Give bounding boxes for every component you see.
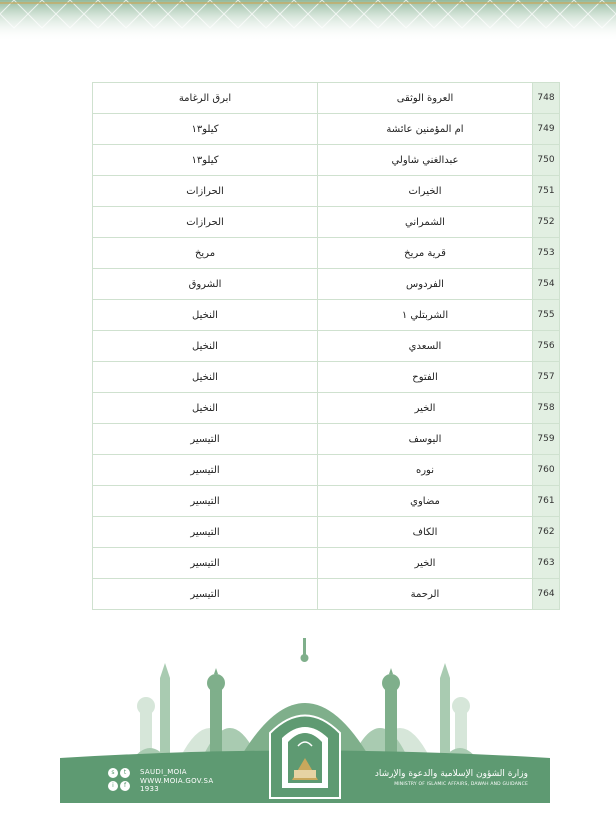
district-cell: ابرق الرغامة [93, 83, 318, 114]
table-row [93, 331, 560, 362]
district-cell: التيسير [93, 517, 318, 548]
contact-info [108, 768, 248, 794]
district-cell: مريخ [93, 238, 318, 269]
row-number-cell: 751 [533, 176, 560, 207]
table-row [93, 486, 560, 517]
table-row [93, 300, 560, 331]
table-row [93, 579, 560, 610]
ministry-name-arabic: وزارة الشؤون الإسلامية والدعوة والإرشاد [374, 769, 528, 779]
district-cell: الحرازات [93, 207, 318, 238]
ministry-name [358, 768, 528, 794]
table-row [93, 83, 560, 114]
district-cell: النخيل [93, 331, 318, 362]
mosque-name-cell: الخير [318, 548, 533, 579]
mosque-name-cell: الشربتلي ١ [318, 300, 533, 331]
social-handle: SAUDI_MOIA [140, 768, 187, 776]
mosques-table [92, 82, 560, 608]
district-cell: الحرازات [93, 176, 318, 207]
row-number-cell: 758 [533, 393, 560, 424]
district-cell: كيلو١٣ [93, 114, 318, 145]
website-link[interactable]: WWW.MOIA.GOV.SA [140, 776, 214, 785]
table-row [93, 424, 560, 455]
row-number-cell: 752 [533, 207, 560, 238]
top-decorative-band [0, 0, 616, 42]
mosque-name-cell: الكاف [318, 517, 533, 548]
row-number-cell: 750 [533, 145, 560, 176]
row-number-cell: 756 [533, 331, 560, 362]
table-row [93, 269, 560, 300]
mosque-name-cell: الخيرات [318, 176, 533, 207]
ministry-name-english: MINISTRY OF ISLAMIC AFFAIRS, DAWAH AND GUIDANCE [394, 782, 528, 787]
facebook-icon[interactable]: f [120, 781, 130, 791]
islamic-pattern-border [0, 0, 616, 42]
table-row [93, 238, 560, 269]
row-number-cell: 761 [533, 486, 560, 517]
district-cell: النخيل [93, 300, 318, 331]
mosque-name-cell: الفتوح [318, 362, 533, 393]
row-number-cell: 753 [533, 238, 560, 269]
mosque-name-cell: مضاوي [318, 486, 533, 517]
table-row [93, 176, 560, 207]
mosque-name-cell: السعدي [318, 331, 533, 362]
mosque-name-cell: الرحمة [318, 579, 533, 610]
district-cell: النخيل [93, 393, 318, 424]
district-cell: التيسير [93, 548, 318, 579]
table-row [93, 393, 560, 424]
district-cell: الشروق [93, 269, 318, 300]
mosque-name-cell: نوره [318, 455, 533, 486]
contact-text [140, 768, 213, 794]
row-number-cell: 749 [533, 114, 560, 145]
instagram-icon[interactable]: i [108, 781, 118, 791]
row-number-cell: 748 [533, 83, 560, 114]
row-number-cell: 757 [533, 362, 560, 393]
table-row [93, 455, 560, 486]
table-body [93, 83, 560, 610]
mosque-name-cell: ام المؤمنين عائشة [318, 114, 533, 145]
snapchat-icon[interactable]: s [108, 768, 118, 778]
twitter-icon[interactable]: t [120, 768, 130, 778]
row-number-cell: 760 [533, 455, 560, 486]
table-row [93, 548, 560, 579]
table-row [93, 145, 560, 176]
row-number-cell: 754 [533, 269, 560, 300]
district-cell: التيسير [93, 424, 318, 455]
phone-number: 1933 [140, 785, 160, 793]
mosque-name-cell: اليوسف [318, 424, 533, 455]
district-cell: كيلو١٣ [93, 145, 318, 176]
district-cell: التيسير [93, 455, 318, 486]
mosque-name-cell: العروة الوثقى [318, 83, 533, 114]
row-number-cell: 763 [533, 548, 560, 579]
mosque-name-cell: الخير [318, 393, 533, 424]
table-row [93, 517, 560, 548]
row-number-cell: 764 [533, 579, 560, 610]
district-cell: التيسير [93, 579, 318, 610]
row-number-cell: 762 [533, 517, 560, 548]
mosque-name-cell: عبدالغني شاولي [318, 145, 533, 176]
table-row [93, 362, 560, 393]
table-row [93, 207, 560, 238]
table-row [93, 114, 560, 145]
social-icons [108, 768, 132, 794]
row-number-cell: 759 [533, 424, 560, 455]
district-cell: النخيل [93, 362, 318, 393]
row-number-cell: 755 [533, 300, 560, 331]
mosque-name-cell: قرية مريخ [318, 238, 533, 269]
mosque-name-cell: الفردوس [318, 269, 533, 300]
district-cell: التيسير [93, 486, 318, 517]
mosque-name-cell: الشمراني [318, 207, 533, 238]
